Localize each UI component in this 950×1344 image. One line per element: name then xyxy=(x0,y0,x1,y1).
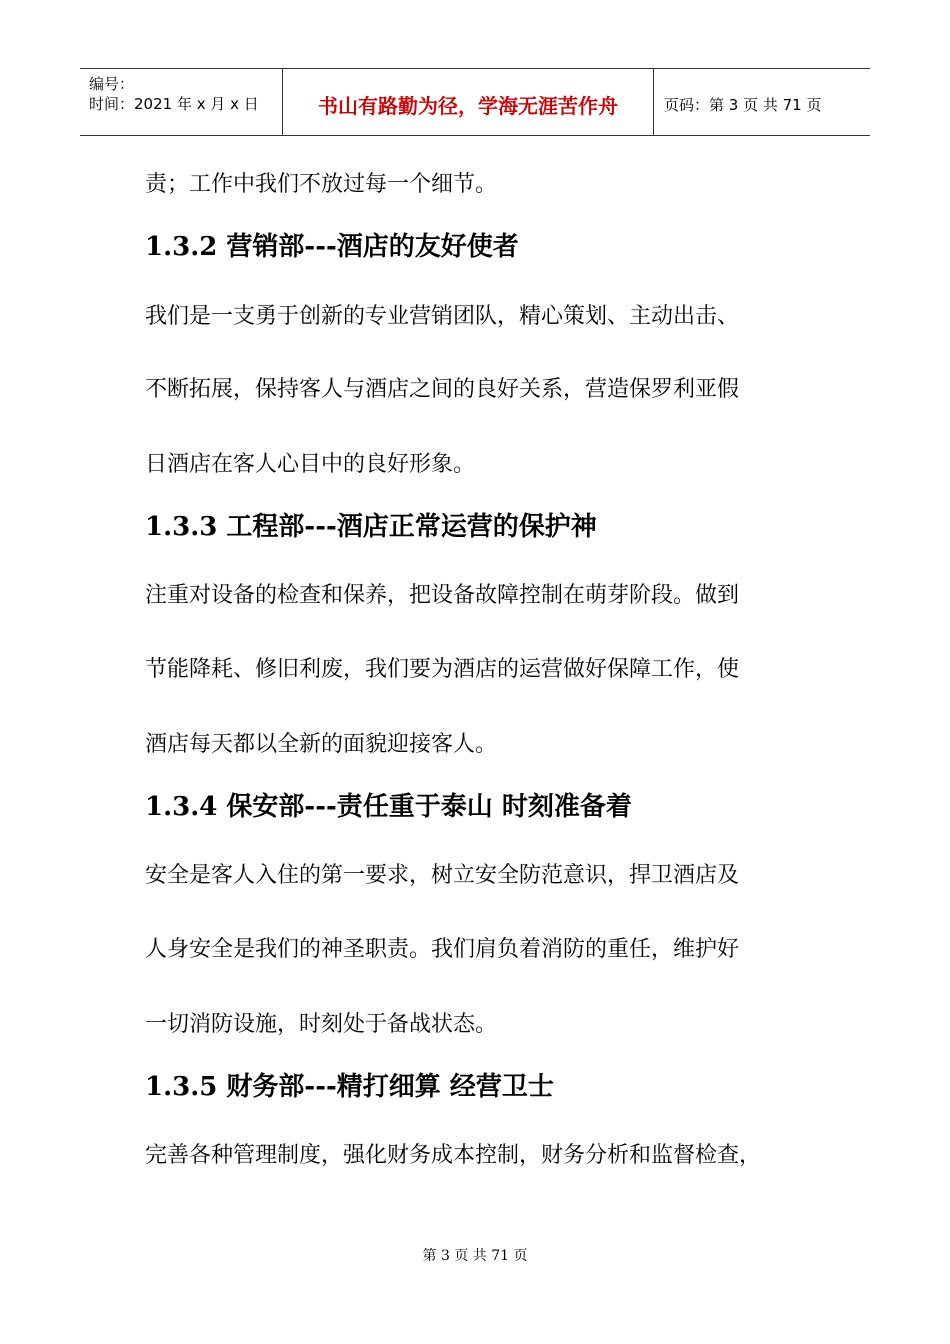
section-heading: 1.3.5 财务部---精打细算 经营卫士 xyxy=(145,1072,554,1102)
paragraph-line: 日酒店在客人心目中的良好形象。 xyxy=(145,452,476,477)
paragraph-line: 完善各种管理制度，强化财务成本控制，财务分析和监督检查， xyxy=(145,1143,762,1168)
section-heading: 1.3.4 保安部---责任重于泰山 时刻准备着 xyxy=(145,792,632,822)
header-time: 时间：2021 年 x 月 x 日 xyxy=(89,95,259,113)
paragraph-line: 注重对设备的检查和保养，把设备故障控制在萌芽阶段。做到 xyxy=(145,583,740,608)
header-number: 编号： xyxy=(89,75,135,93)
section-heading: 1.3.2 营销部---酒店的友好使者 xyxy=(145,232,519,262)
paragraph-line: 安全是客人入住的第一要求，树立安全防范意识，捍卫酒店及 xyxy=(145,863,740,888)
header-motto: 书山有路勤为径，学海无涯苦作舟 xyxy=(282,69,654,135)
section-heading: 1.3.3 工程部---酒店正常运营的保护神 xyxy=(145,512,597,542)
page-header xyxy=(80,68,870,136)
header-page-info: 页码：第 3 页 共 71 页 xyxy=(664,95,822,114)
paragraph-line: 我们是一支勇于创新的专业营销团队，精心策划、主动出击、 xyxy=(145,304,740,329)
paragraph-line: 责；工作中我们不放过每一个细节。 xyxy=(145,172,498,197)
page-footer: 第 3 页 共 71 页 xyxy=(422,1248,528,1264)
paragraph-line: 节能降耗、修旧利废，我们要为酒店的运营做好保障工作，使 xyxy=(145,657,740,682)
paragraph-line: 一切消防设施，时刻处于备战状态。 xyxy=(145,1012,498,1037)
header-meta xyxy=(80,69,282,135)
paragraph-line: 酒店每天都以全新的面貌迎接客人。 xyxy=(145,732,498,757)
paragraph-line: 不断拓展，保持客人与酒店之间的良好关系，营造保罗利亚假 xyxy=(145,377,740,402)
paragraph-line: 人身安全是我们的神圣职责。我们肩负着消防的重任，维护好 xyxy=(145,937,740,962)
